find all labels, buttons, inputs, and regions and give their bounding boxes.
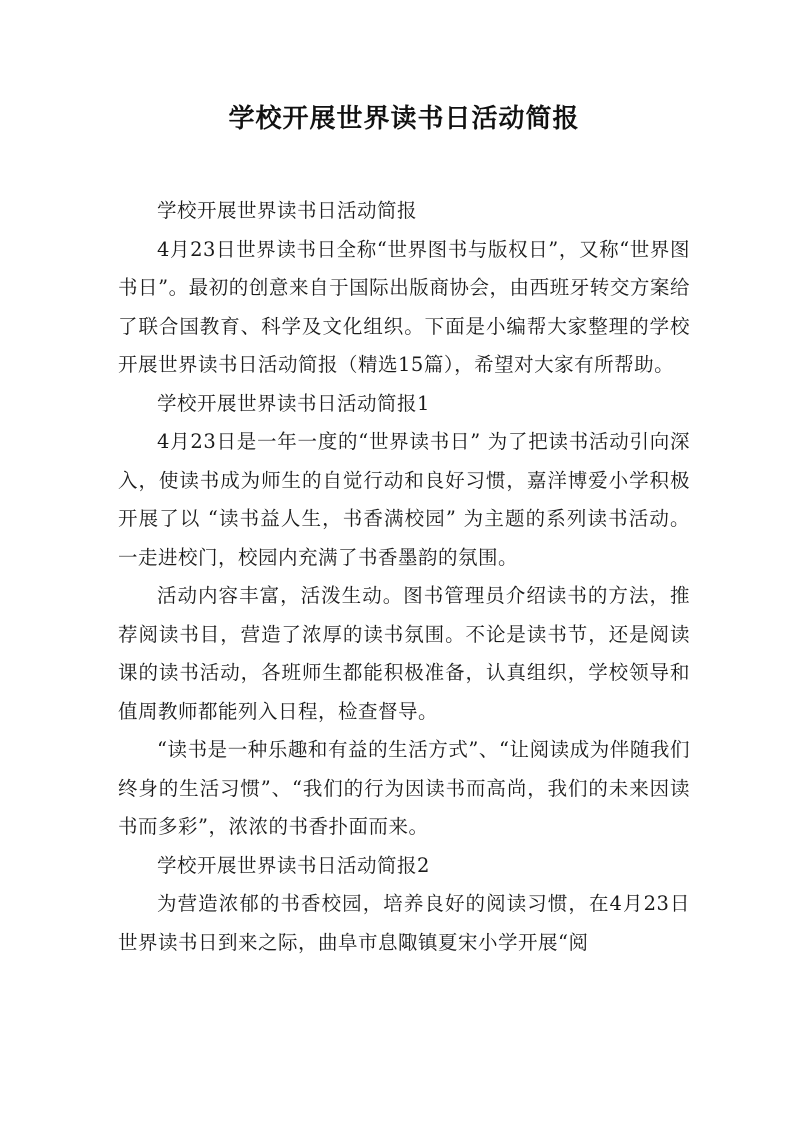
- section-2-paragraph-1: 为营造浓郁的书香校园，培养良好的阅读习惯，在4月23日世界读书日到来之际，曲阜市息陬镇夏宋小学开展“阅: [118, 892, 690, 954]
- document-title: 学校开展世界读书日活动简报: [228, 104, 580, 134]
- section-1-paragraph-1: 4月23日是一年一度的“世界读书日” 为了把读书活动引向深入，使读书成为师生的自觉行动和良好习惯，嘉洋博爱小学积极开展了以 “读书益人生，书香满校园” 为主题的系列读书活动。一走进校门，校园内充满了书香墨韵的氛围。: [118, 430, 690, 569]
- section-heading-1: 学校开展世界读书日活动简报1: [157, 391, 430, 415]
- section-heading-2: 学校开展世界读书日活动简报2: [157, 853, 430, 877]
- intro-heading: 学校开展世界读书日活动简报: [157, 199, 418, 222]
- document-body: [118, 192, 690, 962]
- section-1-paragraph-2: 活动内容丰富，活泼生动。图书管理员介绍读书的方法，推荐阅读书目，营造了浓厚的读书氛围。不论是读书节，还是阅读课的读书活动，各班师生都能积极准备，认真组织，学校领导和值周教师都能列入日程，检查督导。: [118, 584, 690, 723]
- section-1-paragraph-3: “读书是一种乐趣和有益的生活方式”、“让阅读成为伴随我们终身的生活习惯”、“我们的行为因读书而高尚，我们的未来因读书而多彩”，浓浓的书香扑面而来。: [118, 738, 690, 838]
- intro-paragraph: 4月23日世界读书日全称“世界图书与版权日”，又称“世界图书日”。最初的创意来自于国际出版商协会，由西班牙转交方案给了联合国教育、科学及文化组织。下面是小编帮大家整理的学校开展世界读书日活动简报（精选15篇），希望对大家有所帮助。: [118, 237, 690, 376]
